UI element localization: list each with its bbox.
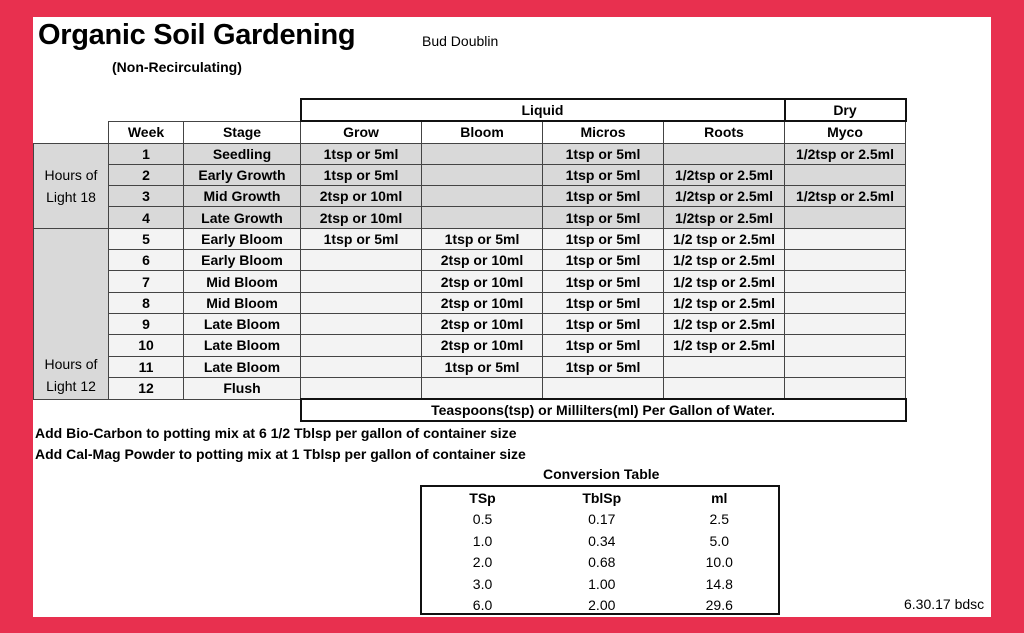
cell-roots — [664, 143, 785, 164]
cal-mag-note: Add Cal-Mag Powder to potting mix at 1 Tblsp per gallon of container size — [35, 446, 526, 462]
cell-micros: 1tsp or 5ml — [543, 143, 664, 164]
cell-micros: 1tsp or 5ml — [543, 228, 664, 249]
conversion-row — [422, 509, 778, 531]
cell-bloom — [422, 143, 543, 164]
conversion-cell: 0.68 — [588, 554, 616, 571]
column-header-stage: Stage — [184, 121, 301, 143]
cell-myco: 1/2tsp or 2.5ml — [785, 143, 906, 164]
cell-myco — [785, 271, 906, 292]
cell-stage: Early Growth — [184, 164, 301, 185]
cell-bloom: 2tsp or 10ml — [422, 335, 543, 356]
cell-myco — [785, 228, 906, 249]
column-header-myco: Myco — [785, 121, 906, 143]
cell-stage: Seedling — [184, 143, 301, 164]
cell-bloom: 2tsp or 10ml — [422, 250, 543, 271]
table-row — [34, 164, 906, 185]
cell-myco — [785, 313, 906, 334]
table-row — [34, 335, 906, 356]
cell-roots: 1/2 tsp or 2.5ml — [664, 292, 785, 313]
cell-myco — [785, 356, 906, 377]
conversion-header-ml: ml — [711, 489, 728, 506]
cell-grow — [301, 250, 422, 271]
cell-week: 11 — [109, 356, 184, 377]
conversion-cell: 10.0 — [705, 554, 733, 571]
conversion-cell: 1.00 — [588, 575, 616, 592]
cell-myco — [785, 377, 906, 399]
cell-bloom — [422, 164, 543, 185]
conversion-row — [422, 573, 778, 595]
cell-micros — [543, 377, 664, 399]
cell-roots — [664, 377, 785, 399]
cell-roots: 1/2 tsp or 2.5ml — [664, 228, 785, 249]
conversion-cell: 2.5 — [709, 511, 729, 528]
cell-myco — [785, 292, 906, 313]
table-row — [34, 356, 906, 377]
cell-myco — [785, 164, 906, 185]
cell-grow — [301, 292, 422, 313]
cell-roots: 1/2tsp or 2.5ml — [664, 186, 785, 207]
page-title: Organic Soil Gardening — [38, 19, 356, 51]
feeding-chart-sheet — [33, 17, 991, 617]
table-row — [34, 228, 906, 249]
cell-week: 1 — [109, 143, 184, 164]
cell-week: 4 — [109, 207, 184, 228]
cell-bloom — [422, 377, 543, 399]
cell-bloom: 2tsp or 10ml — [422, 292, 543, 313]
cell-grow: 2tsp or 10ml — [301, 186, 422, 207]
table-row — [34, 250, 906, 271]
table-row — [34, 143, 906, 164]
cell-myco — [785, 207, 906, 228]
table-row — [34, 313, 906, 334]
conversion-cell: 6.0 — [472, 597, 493, 614]
cell-micros: 1tsp or 5ml — [543, 250, 664, 271]
cell-week: 8 — [109, 292, 184, 313]
cell-roots: 1/2tsp or 2.5ml — [664, 164, 785, 185]
table-row — [34, 292, 906, 313]
column-header-grow: Grow — [301, 121, 422, 143]
conversion-header-tsp: TSp — [469, 489, 496, 506]
cell-grow: 1tsp or 5ml — [301, 228, 422, 249]
conversion-cell: 0.5 — [472, 511, 493, 528]
cell-stage: Mid Bloom — [184, 271, 301, 292]
cell-stage: Early Bloom — [184, 250, 301, 271]
column-header-bloom: Bloom — [422, 121, 543, 143]
cell-stage: Late Bloom — [184, 313, 301, 334]
cell-micros: 1tsp or 5ml — [543, 313, 664, 334]
cell-bloom — [422, 186, 543, 207]
cell-week: 7 — [109, 271, 184, 292]
cell-stage: Flush — [184, 377, 301, 399]
cell-roots: 1/2 tsp or 2.5ml — [664, 335, 785, 356]
cell-week: 9 — [109, 313, 184, 334]
column-header-week: Week — [109, 121, 184, 143]
conversion-cell: 5.0 — [709, 532, 729, 549]
cell-myco — [785, 335, 906, 356]
conversion-cell: 29.6 — [705, 597, 733, 614]
cell-grow — [301, 356, 422, 377]
table-row — [34, 377, 906, 399]
page-subtitle: (Non-Recirculating) — [112, 59, 242, 75]
conversion-cell: 2.00 — [588, 597, 616, 614]
cell-myco: 1/2tsp or 2.5ml — [785, 186, 906, 207]
cell-bloom: 2tsp or 10ml — [422, 313, 543, 334]
cell-grow: 1tsp or 5ml — [301, 164, 422, 185]
conversion-cell: 0.34 — [588, 532, 616, 549]
conversion-row — [422, 595, 778, 617]
cell-stage: Late Bloom — [184, 356, 301, 377]
conversion-header-tblsp: TblSp — [582, 489, 622, 506]
liquid-group-header: Liquid — [301, 99, 785, 121]
cell-stage: Mid Growth — [184, 186, 301, 207]
cell-week: 12 — [109, 377, 184, 399]
cell-micros: 1tsp or 5ml — [543, 271, 664, 292]
cell-bloom: 1tsp or 5ml — [422, 356, 543, 377]
cell-week: 2 — [109, 164, 184, 185]
cell-grow: 2tsp or 10ml — [301, 207, 422, 228]
light-group-18: Hours of Light 18 — [34, 143, 109, 228]
cell-micros: 1tsp or 5ml — [543, 186, 664, 207]
dry-group-header: Dry — [785, 99, 906, 121]
cell-week: 10 — [109, 335, 184, 356]
table-row — [34, 271, 906, 292]
conversion-header-row — [422, 487, 778, 509]
cell-bloom — [422, 207, 543, 228]
bio-carbon-note: Add Bio-Carbon to potting mix at 6 1/2 Tblsp per gallon of container size — [35, 425, 517, 441]
cell-bloom: 2tsp or 10ml — [422, 271, 543, 292]
light-group-12: Hours of Light 12 — [34, 228, 109, 399]
cell-week: 5 — [109, 228, 184, 249]
cell-grow — [301, 377, 422, 399]
date-stamp: 6.30.17 bdsc — [904, 596, 985, 612]
cell-micros: 1tsp or 5ml — [543, 292, 664, 313]
conversion-row — [422, 530, 778, 552]
conversion-cell: 3.0 — [472, 575, 493, 592]
feeding-schedule-table — [33, 98, 907, 422]
conversion-table-title: Conversion Table — [543, 466, 660, 482]
cell-roots — [664, 356, 785, 377]
column-header-roots: Roots — [664, 121, 785, 143]
cell-week: 6 — [109, 250, 184, 271]
cell-stage: Late Growth — [184, 207, 301, 228]
cell-bloom: 1tsp or 5ml — [422, 228, 543, 249]
conversion-cell: 14.8 — [705, 575, 733, 592]
cell-myco — [785, 250, 906, 271]
cell-week: 3 — [109, 186, 184, 207]
cell-micros: 1tsp or 5ml — [543, 164, 664, 185]
group-header-row — [34, 99, 906, 121]
cell-roots: 1/2tsp or 2.5ml — [664, 207, 785, 228]
cell-stage: Late Bloom — [184, 335, 301, 356]
conversion-table — [422, 487, 778, 616]
author-name: Bud Doublin — [422, 33, 499, 49]
table-row — [34, 186, 906, 207]
cell-micros: 1tsp or 5ml — [543, 207, 664, 228]
cell-grow — [301, 313, 422, 334]
table-footnote-row — [34, 399, 906, 421]
cell-micros: 1tsp or 5ml — [543, 335, 664, 356]
conversion-cell: 2.0 — [472, 554, 493, 571]
conversion-table-box — [420, 485, 780, 615]
cell-grow: 1tsp or 5ml — [301, 143, 422, 164]
table-footnote: Teaspoons(tsp) or Millilters(ml) Per Gallon of Water. — [301, 399, 906, 421]
cell-micros: 1tsp or 5ml — [543, 356, 664, 377]
column-header-row — [34, 121, 906, 143]
conversion-cell: 1.0 — [472, 532, 493, 549]
cell-roots: 1/2 tsp or 2.5ml — [664, 313, 785, 334]
cell-grow — [301, 271, 422, 292]
cell-roots: 1/2 tsp or 2.5ml — [664, 271, 785, 292]
cell-grow — [301, 335, 422, 356]
conversion-row — [422, 552, 778, 574]
column-header-micros: Micros — [543, 121, 664, 143]
table-row — [34, 207, 906, 228]
cell-roots: 1/2 tsp or 2.5ml — [664, 250, 785, 271]
conversion-cell: 0.17 — [588, 511, 616, 528]
cell-stage: Early Bloom — [184, 228, 301, 249]
cell-stage: Mid Bloom — [184, 292, 301, 313]
